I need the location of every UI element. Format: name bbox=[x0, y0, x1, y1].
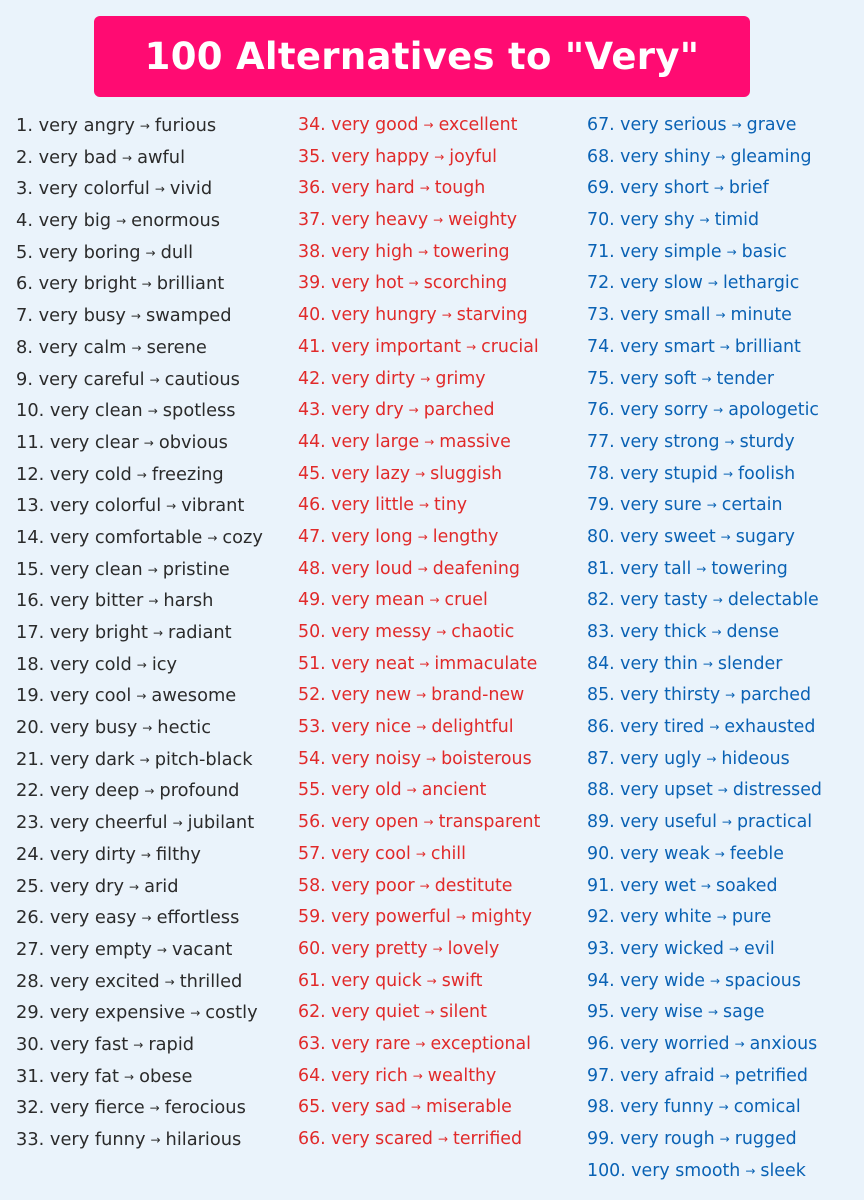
list-item: 30. very fast → rapid bbox=[16, 1033, 195, 1055]
arrow-icon: → bbox=[713, 403, 724, 418]
list-item: 86. very tired → exhausted bbox=[587, 717, 816, 738]
arrow-icon: → bbox=[455, 910, 466, 925]
list-item: 93. very wicked → evil bbox=[587, 938, 775, 959]
list-item: 80. very sweet → sugary bbox=[587, 526, 795, 547]
arrow-icon: → bbox=[722, 466, 734, 481]
arrow-icon: → bbox=[136, 467, 147, 482]
list-item: 22. very deep → profound bbox=[16, 780, 240, 802]
list-item: 3. very colorful → vivid bbox=[16, 178, 213, 200]
arrow-icon: → bbox=[419, 656, 430, 671]
list-item: 77. very strong → sturdy bbox=[587, 431, 795, 452]
list-item: 96. very worried → anxious bbox=[587, 1033, 818, 1054]
list-item: 61. very quick → swift bbox=[298, 970, 483, 991]
list-item: 75. very soft → tender bbox=[587, 368, 774, 389]
list-item: 48. very loud → deafening bbox=[298, 558, 520, 579]
arrow-icon: → bbox=[142, 721, 153, 736]
list-item: 2. very bad → awful bbox=[16, 146, 186, 168]
list-item: 39. very hot → scorching bbox=[298, 273, 508, 294]
list-item: 66. very scared → terrified bbox=[298, 1129, 523, 1149]
arrow-icon: → bbox=[734, 1036, 745, 1051]
list-item: 88. very upset → distressed bbox=[587, 780, 822, 801]
list-item: 40. very hungry → starving bbox=[298, 305, 528, 326]
list-item: 23. very cheerful → jubilant bbox=[16, 812, 255, 834]
list-item: 33. very funny → hilarious bbox=[16, 1129, 242, 1150]
arrow-icon: → bbox=[133, 1037, 144, 1052]
list-item: 94. very wide → spacious bbox=[587, 970, 801, 991]
list-item: 63. very rare → exceptional bbox=[298, 1033, 531, 1054]
arrow-icon: → bbox=[152, 626, 164, 640]
list-item: 53. very nice → delightful bbox=[298, 717, 514, 738]
list-item: 42. very dirty → grimy bbox=[298, 368, 486, 389]
list-item: 68. very shiny → gleaming bbox=[587, 146, 812, 167]
list-item: 12. very cold → freezing bbox=[16, 463, 224, 485]
list-item: 35. very happy → joyful bbox=[298, 146, 498, 167]
list-item: 70. very shy → timid bbox=[587, 210, 760, 231]
arrow-icon: → bbox=[418, 498, 430, 513]
list-item: 69. very short → brief bbox=[587, 178, 769, 199]
list-item: 73. very small → minute bbox=[587, 305, 792, 326]
arrow-icon: → bbox=[412, 1068, 423, 1083]
arrow-icon: → bbox=[466, 339, 477, 354]
list-item: 58. very poor → destitute bbox=[298, 875, 513, 896]
arrow-icon: → bbox=[418, 244, 429, 259]
arrow-icon: → bbox=[419, 181, 430, 196]
arrow-icon: → bbox=[139, 119, 150, 133]
arrow-icon: → bbox=[724, 434, 735, 449]
arrow-icon: → bbox=[166, 499, 177, 514]
list-item: 100. very smooth → sleek bbox=[587, 1160, 806, 1181]
list-item: 71. very simple → basic bbox=[587, 241, 787, 262]
list-item: 65. very sad → miserable bbox=[298, 1097, 512, 1118]
list-item: 43. very dry → parched bbox=[298, 400, 495, 421]
list-item: 49. very mean → cruel bbox=[298, 590, 488, 611]
arrow-icon: → bbox=[139, 752, 150, 767]
arrow-icon: → bbox=[190, 1006, 201, 1021]
arrow-icon: → bbox=[136, 689, 147, 704]
list-item: 99. very rough → rugged bbox=[587, 1129, 797, 1149]
list-item: 82. very tasty → delectable bbox=[587, 590, 819, 611]
list-item: 79. very sure → certain bbox=[587, 495, 783, 516]
list-item: 85. very thirsty → parched bbox=[587, 685, 811, 706]
arrow-icon: → bbox=[116, 214, 127, 229]
arrow-icon: → bbox=[717, 783, 728, 798]
list-item: 41. very important → crucial bbox=[298, 336, 539, 357]
list-item: 25. very dry → arid bbox=[16, 875, 179, 897]
list-item: 37. very heavy → weighty bbox=[298, 210, 518, 231]
list-item: 24. very dirty → filthy bbox=[16, 843, 201, 865]
list-item: 54. very noisy → boisterous bbox=[298, 748, 532, 769]
arrow-icon: → bbox=[437, 1132, 448, 1146]
arrow-icon: → bbox=[700, 878, 711, 893]
list-item: 8. very calm → serene bbox=[16, 336, 207, 358]
arrow-icon: → bbox=[706, 498, 717, 513]
list-item: 76. very sorry → apologetic bbox=[587, 400, 819, 421]
arrow-icon: → bbox=[136, 657, 147, 672]
arrow-icon: → bbox=[716, 910, 727, 925]
list-item: 72. very slow → lethargic bbox=[587, 273, 800, 294]
list-item: 5. very boring → dull bbox=[16, 241, 194, 263]
arrow-icon: → bbox=[406, 783, 417, 798]
arrow-icon: → bbox=[436, 625, 447, 639]
arrow-icon: → bbox=[718, 1100, 729, 1115]
list-item: 60. very pretty → lovely bbox=[298, 938, 500, 959]
arrow-icon: → bbox=[728, 941, 740, 956]
arrow-icon: → bbox=[432, 941, 443, 956]
list-item: 9. very careful → cautious bbox=[16, 368, 240, 390]
arrow-icon: → bbox=[415, 1036, 426, 1051]
list-item: 15. very clean → pristine bbox=[16, 558, 230, 580]
list-item: 44. very large → massive bbox=[298, 431, 511, 452]
arrow-icon: → bbox=[699, 213, 710, 228]
arrow-icon: → bbox=[429, 593, 440, 608]
list-item: 14. very comfortable → cozy bbox=[16, 526, 263, 548]
arrow-icon: → bbox=[720, 529, 731, 544]
list-item: 18. very cold → icy bbox=[16, 653, 178, 675]
arrow-icon: → bbox=[420, 371, 431, 386]
arrow-icon: → bbox=[711, 625, 722, 639]
arrow-icon: → bbox=[164, 974, 175, 989]
list-item: 11. very clear → obvious bbox=[16, 431, 228, 453]
list-item: 36. very hard → tough bbox=[298, 178, 486, 199]
list-item: 13. very colorful → vibrant bbox=[16, 495, 245, 517]
list-item: 55. very old → ancient bbox=[298, 780, 487, 801]
arrow-icon: → bbox=[143, 435, 154, 450]
arrow-icon: → bbox=[426, 973, 437, 988]
arrow-icon: → bbox=[408, 276, 419, 291]
arrow-icon: → bbox=[417, 561, 428, 576]
arrow-icon: → bbox=[129, 879, 140, 894]
list-item: 91. very wet → soaked bbox=[587, 875, 778, 896]
list-item: 1. very angry → furious bbox=[16, 115, 217, 136]
arrow-icon: → bbox=[441, 308, 452, 323]
arrow-icon: → bbox=[712, 593, 723, 608]
arrow-icon: → bbox=[423, 118, 434, 132]
arrow-icon: → bbox=[706, 751, 717, 766]
arrow-icon: → bbox=[141, 911, 152, 926]
list-item: 28. very excited → thrilled bbox=[16, 970, 243, 992]
list-item: 98. very funny → comical bbox=[587, 1097, 801, 1118]
arrow-icon: → bbox=[408, 403, 419, 418]
list-item: 6. very bright → brilliant bbox=[16, 273, 225, 295]
list-item: 10. very clean → spotless bbox=[16, 400, 236, 422]
list-item: 74. very smart → brilliant bbox=[587, 336, 801, 357]
list-item: 26. very easy → effortless bbox=[16, 907, 240, 929]
arrow-icon: → bbox=[714, 846, 725, 861]
list-item: 45. very lazy → sluggish bbox=[298, 463, 503, 484]
list-item: 83. very thick → dense bbox=[587, 622, 780, 642]
arrow-icon: → bbox=[156, 942, 167, 957]
list-item: 31. very fat → obese bbox=[16, 1065, 193, 1087]
arrow-icon: → bbox=[147, 404, 158, 419]
arrow-icon: → bbox=[713, 181, 724, 196]
list-item: 38. very high → towering bbox=[298, 241, 510, 262]
list-item: 62. very quiet → silent bbox=[298, 1002, 487, 1023]
arrow-icon: → bbox=[172, 816, 183, 831]
arrow-icon: → bbox=[424, 1005, 435, 1020]
arrow-icon: → bbox=[144, 784, 155, 799]
arrow-icon: → bbox=[715, 149, 726, 164]
arrow-icon: → bbox=[148, 594, 159, 609]
arrow-icon: → bbox=[701, 371, 712, 386]
list-item: 87. very ugly → hideous bbox=[587, 748, 790, 769]
arrow-icon: → bbox=[731, 118, 742, 132]
arrow-icon: → bbox=[145, 245, 156, 260]
arrow-icon: → bbox=[745, 1163, 756, 1178]
arrow-icon: → bbox=[141, 277, 152, 292]
arrow-icon: → bbox=[426, 751, 437, 766]
arrow-icon: → bbox=[131, 340, 142, 355]
arrow-icon: → bbox=[416, 720, 427, 735]
arrow-icon: → bbox=[709, 973, 721, 988]
arrow-icon: → bbox=[707, 276, 718, 291]
column-1 bbox=[16, 110, 263, 1156]
arrow-icon: → bbox=[154, 182, 165, 197]
arrow-icon: → bbox=[140, 847, 151, 862]
list-item: 64. very rich → wealthy bbox=[298, 1065, 497, 1086]
arrow-icon: → bbox=[696, 561, 707, 576]
arrow-icon: → bbox=[434, 149, 445, 164]
list-item: 51. very neat → immaculate bbox=[298, 653, 538, 674]
list-item: 52. very new → brand-new bbox=[298, 685, 525, 706]
arrow-icon: → bbox=[150, 1133, 161, 1147]
arrow-icon: → bbox=[419, 878, 430, 893]
list-item: 17. very bright → radiant bbox=[16, 622, 232, 643]
arrow-icon: → bbox=[433, 213, 444, 228]
list-item: 21. very dark → pitch-black bbox=[16, 748, 253, 770]
arrow-icon: → bbox=[147, 562, 158, 577]
arrow-icon: → bbox=[416, 688, 427, 703]
arrow-icon: → bbox=[124, 1069, 135, 1084]
list-item: 90. very weak → feeble bbox=[587, 843, 784, 864]
list-item: 29. very expensive → costly bbox=[16, 1002, 258, 1024]
list-item: 34. very good → excellent bbox=[298, 115, 518, 135]
list-item: 27. very empty → vacant bbox=[16, 938, 233, 960]
title-banner bbox=[94, 16, 750, 97]
arrow-icon: → bbox=[709, 720, 720, 735]
list-item: 89. very useful → practical bbox=[587, 812, 813, 833]
arrow-icon: → bbox=[417, 529, 428, 544]
arrow-icon: → bbox=[122, 150, 133, 165]
arrow-icon: → bbox=[149, 1101, 160, 1116]
list-item: 56. very open → transparent bbox=[298, 812, 541, 833]
arrow-icon: → bbox=[715, 308, 726, 323]
list-item: 92. very white → pure bbox=[587, 907, 772, 928]
list-item: 4. very big → enormous bbox=[16, 210, 220, 232]
list-item: 95. very wise → sage bbox=[587, 1002, 765, 1023]
arrow-icon: → bbox=[721, 815, 732, 830]
arrow-icon: → bbox=[726, 244, 737, 259]
list-item: 32. very fierce → ferocious bbox=[16, 1097, 246, 1119]
arrow-icon: → bbox=[415, 846, 426, 861]
column-3 bbox=[587, 110, 822, 1187]
list-item: 47. very long → lengthy bbox=[298, 526, 499, 547]
list-item: 16. very bitter → harsh bbox=[16, 590, 214, 612]
arrow-icon: → bbox=[719, 1068, 730, 1083]
arrow-icon: → bbox=[707, 1005, 719, 1020]
arrow-icon: → bbox=[702, 656, 713, 671]
list-item: 59. very powerful → mighty bbox=[298, 907, 532, 928]
list-item: 97. very afraid → petrified bbox=[587, 1065, 808, 1086]
arrow-icon: → bbox=[130, 309, 141, 324]
arrow-icon: → bbox=[415, 466, 426, 481]
arrow-icon: → bbox=[725, 688, 736, 703]
list-item: 7. very busy → swamped bbox=[16, 305, 232, 327]
page-title: 100 Alternatives to "Very" bbox=[144, 35, 700, 78]
list-item: 57. very cool → chill bbox=[298, 843, 466, 864]
arrow-icon: → bbox=[207, 530, 218, 545]
arrow-icon: → bbox=[424, 434, 435, 449]
arrow-icon: → bbox=[719, 339, 730, 354]
list-item: 19. very cool → awesome bbox=[16, 685, 237, 707]
arrow-icon: → bbox=[423, 815, 434, 830]
column-2 bbox=[298, 110, 540, 1156]
list-item: 50. very messy → chaotic bbox=[298, 622, 515, 642]
list-item: 46. very little → tiny bbox=[298, 495, 468, 516]
list-item: 84. very thin → slender bbox=[587, 653, 783, 674]
list-item: 20. very busy → hectic bbox=[16, 717, 211, 739]
arrow-icon: → bbox=[719, 1132, 730, 1146]
list-item: 81. very tall → towering bbox=[587, 558, 788, 579]
arrow-icon: → bbox=[410, 1100, 421, 1115]
list-item: 67. very serious → grave bbox=[587, 115, 797, 135]
list-item: 78. very stupid → foolish bbox=[587, 463, 796, 484]
arrow-icon: → bbox=[149, 372, 160, 387]
